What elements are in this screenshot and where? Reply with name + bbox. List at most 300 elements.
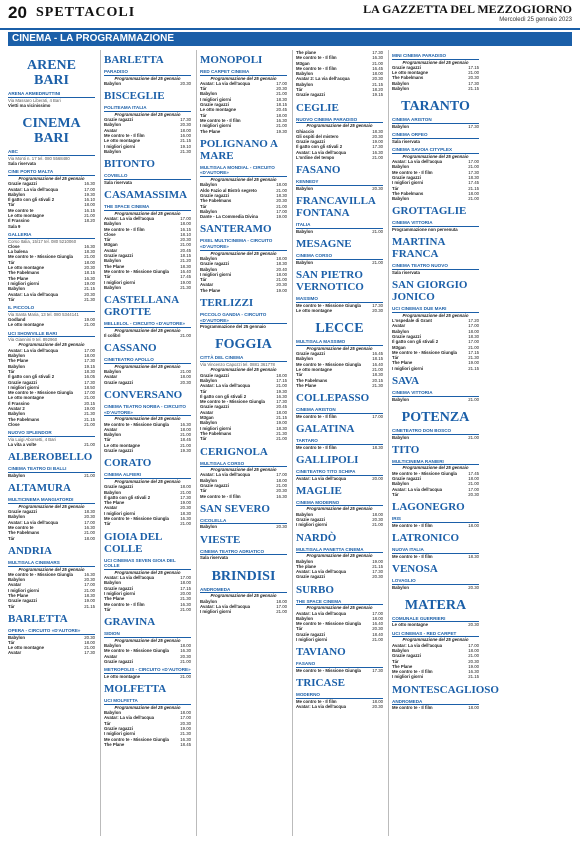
film-title: Avatar: La via dell'acqua [104,215,155,221]
film-title: I migliori giorni [8,587,40,593]
film-title: Avatar: La via dell'acqua [296,704,347,710]
city-heading: TERLIZZI [200,296,254,309]
film-title: Babylon [296,185,313,191]
city-heading: FRANCAVILLA FONTANA [296,195,376,220]
showtime: 17.20 [468,318,479,324]
showtime: 21.20 [180,258,191,264]
showtime: 21.00 [372,228,383,234]
cinema-name: CINEMA ALFIERI [104,472,191,479]
showtime: 21.15 [468,185,479,191]
showtime-row [8,161,95,166]
city-heading: GALLIPOLI [296,453,359,466]
showtime: 17.15 [276,377,287,383]
cinema-name: ITALIA [296,222,383,229]
showtime: 18.15 [276,102,287,108]
showtime: 16.05 [84,374,95,380]
film-title: Sala riservata [8,161,36,167]
showtime: 21.00 [372,60,383,66]
programme-date: Programmazione del 25 gennaio [402,59,469,65]
film-title: Le otto montagne [200,107,237,113]
film-title: Programmazione del 25 gennaio [200,324,266,330]
showtime: 21.00 [180,658,191,664]
cinema-name: IL PICCOLO [8,305,95,312]
film-title: Grazie ragazzi [296,139,325,145]
showtime-row [392,397,479,402]
showtime: 21.15 [468,674,479,680]
cinema-name: TARTARO [296,438,383,445]
film-title: I migliori giorni [392,180,424,186]
film-title: Grazie ragazzi [8,598,37,604]
showtime-row [104,180,191,185]
showtime: 18.20 [84,218,95,224]
cinema-name: UCI CINEMAS - RED CARPET [392,631,479,638]
showtime: 20.45 [276,404,287,410]
film-title: The Plane [392,360,413,366]
showtime: 17.00 [276,80,287,86]
showtime: 16.40 [180,268,191,274]
film-title: Avatar [392,323,406,329]
showtime: 18.00 [180,426,191,432]
film-title: I migliori giorni [392,674,424,680]
film-title: The Fabelmans [8,530,40,536]
film-title: Le otto montagne [392,622,429,628]
cinema-name: CINEMA MODERNO [296,500,383,507]
listing-column-2 [104,50,191,836]
showtime: 20.30 [84,514,95,520]
showtime-row [200,214,287,219]
film-title: Babylon [104,432,121,438]
showtime-row [296,476,383,481]
showtime: 16.10 [84,197,95,203]
cinema-name: ANDROMEDA [200,587,287,594]
film-title: Babylon [200,266,217,272]
showtime: 17.30 [84,650,95,656]
film-title: Close [8,243,20,249]
film-title: Tár [296,626,303,632]
showtime: 21.00 [180,521,191,527]
film-title: Le otto montagne [392,70,429,76]
showtime: 19.00 [180,279,191,285]
programme-date: Programmazione del 25 gennaio [306,553,373,559]
showtime: 19.00 [276,214,287,220]
showtime: 20.30 [276,488,287,494]
film-title: Le otto montagne [8,322,45,328]
film-title: Tár [200,203,207,209]
film-title: The Plane [200,287,221,293]
film-title: Babylon [8,473,25,478]
city-heading: GIOIA DEL COLLE [104,530,162,555]
showtime: 20.30 [468,658,479,664]
city-heading: ARENE BARI [26,58,76,88]
film-title: Avatar: La via dell'acqua [296,475,347,481]
film-title: Grazie ragazzi [296,574,325,580]
cinema-address: Via Vincenzo Capozzi tel. 0881 361778 [200,362,275,368]
film-title: Babylon [296,81,313,87]
showtime: 21.00 [84,645,95,651]
showtime: 19.30 [180,448,191,454]
city-heading: SURBO [296,583,334,596]
showtime: 21.00 [180,606,191,612]
showtime-row [296,92,383,97]
film-title: Avatar: La via dell'acqua [296,610,347,616]
film-title: Grazie ragazzi [392,653,421,659]
film-title: Me contro te - Il film [296,65,337,71]
city-heading: MESAGNE [296,238,352,251]
showtime: 20.30 [84,577,95,583]
showtime: 19.00 [180,500,191,506]
cinema-name: ABC [8,149,95,156]
film-title: I migliori giorni [104,590,136,596]
city-heading: LATRONICO [392,532,460,545]
showtime-row [392,139,479,144]
showtime: 18.30 [468,553,479,559]
film-title: Me contro te - Il film [392,553,433,559]
film-title: I migliori giorni [104,279,136,285]
film-title: Babylon [8,286,25,292]
film-title: Babylon [8,634,25,640]
showtime-row [296,574,383,579]
cinema-name: MULTISALA CINEMARS [8,560,95,567]
film-title: Babylon [8,514,25,520]
showtime: 16.30 [84,571,95,577]
film-title: Sala riservata [200,555,228,561]
showtime-row [296,522,383,527]
showtime: 20.45 [276,107,287,113]
city-heading: TAVIANO [296,646,346,659]
showtime-row [296,155,383,160]
film-title: Babylon [104,122,121,128]
cinema-name: CINEMA TEATRO DI BALLI [8,466,95,473]
film-title: Me contro te - Il film [104,226,145,232]
city-heading: POLIGNANO A MARE [200,137,278,162]
showtime: 17.15 [468,64,479,70]
film-title: Babylon [296,71,313,77]
showtime: 17.30 [468,169,479,175]
showtime-row [296,260,383,265]
cinema-name: CINEMA ARISTON [296,407,383,414]
film-title: Close [104,231,116,237]
programme-date: Programmazione del 25 gennaio [210,177,277,183]
film-title: Me contro te - Il film [392,169,433,175]
film-title: Le otto montagne [104,442,141,448]
showtime: 18.00 [276,409,287,415]
section-title: SPETTACOLI [36,5,136,20]
showtime: 21.00 [84,322,95,328]
film-title: The Plane [8,275,29,281]
film-title: Tár [296,372,303,378]
film-title: Babylon [8,363,25,369]
film-title: Babylon [392,481,409,487]
film-title: Tár [104,274,111,280]
cinema-name: MINI CINEMA PARADISO [392,53,479,60]
showtime: 21.00 [84,395,95,401]
showtime: 16.30 [84,275,95,281]
film-title: Sala riservata [392,138,420,144]
showtime: 17.00 [84,582,95,588]
city-heading: BISCEGLIE [104,90,165,103]
film-title: The Fabelmans [296,377,328,383]
showtime: 21.00 [276,277,287,283]
page-number: 20 [8,3,27,22]
programme-date: Programmazione del 25 gennaio [402,312,469,318]
film-title: La vita a volte [8,442,37,448]
showtime: 16.40 [372,621,383,627]
film-title: Me contro te - Missione Giungla [8,571,73,577]
film-title: The Plane [104,596,125,602]
film-title: Le otto montagne [296,366,333,372]
showtime: 19.00 [84,316,95,322]
showtime: 21.00 [372,637,383,643]
film-title: Avatar [104,127,118,133]
film-title: Grazie ragazzi [296,631,325,637]
city-heading: GROTTAGLIE [392,205,467,218]
cinema-address: Via Monti n. 17 tel. 080 5568480 [8,155,70,161]
film-title: I migliori giorni [104,731,136,737]
city-heading: CORATO [104,457,152,470]
cinema-address: Via Massaro Liberati, 4 Bari [8,97,61,103]
showtime: 20.30 [372,574,383,580]
film-title: Babylon [8,353,25,359]
showtime: 21.00 [468,396,479,402]
showtime: 20.30 [372,626,383,632]
cinema-name: THE SPACE CINEMA [104,204,191,211]
film-title: Il colibrì [104,332,121,338]
film-title: Tár [8,603,15,609]
programme-date: Programmazione del 25 gennaio [114,111,181,117]
film-title: Grazie ragazzi [200,102,229,108]
showtime: 21.00 [180,673,191,679]
city-heading: SAN GIORGIO JONICO [392,279,468,304]
showtime: 19.30 [276,388,287,394]
showtime: 19.00 [84,406,95,412]
showtime: 20.30 [276,198,287,204]
showtime: 21.00 [180,432,191,438]
showtime: 17.30 [372,569,383,575]
showtime: 20.30 [180,379,191,385]
film-title: Babylon [296,615,313,621]
city-heading: CEGLIE [296,101,339,114]
film-title: I migliori giorni [200,271,232,277]
film-title: I migliori giorni [392,365,424,371]
cinema-name: UCI CINEMAS SEVEN GIOIA DEL COLLE [104,558,191,570]
showtime: 19.00 [468,663,479,669]
showtime: 21.00 [84,254,95,260]
showtime: 19.00 [468,360,479,366]
showtime-row [392,270,479,275]
showtime: 18.00 [276,255,287,261]
showtime: 18.40 [372,631,383,637]
film-title: The Fabelmans [8,416,40,422]
film-title: Dante - La Commedia Divina [200,214,259,220]
film-title: Me contro te - Missione Giungla [296,302,361,308]
showtime: 16.30 [180,601,191,607]
showtime-row [296,308,383,313]
programme-date: Programmazione del 25 gennaio [114,327,181,333]
showtime-row [200,555,287,560]
film-title: Grazie ragazzi [392,174,421,180]
showtime: 19.00 [180,725,191,731]
cinema-name: FASANO [296,661,383,668]
showtime: 20.30 [180,720,191,726]
film-title: Babylon [392,164,409,170]
showtime-row [296,186,383,191]
showtime: 20.30 [84,634,95,640]
showtime: 21.00 [180,332,191,338]
showtime: 21.15 [84,416,95,422]
showtime-row [104,149,191,154]
showtime: 21.30 [372,382,383,388]
film-title: Me contro te - Il film [296,698,337,704]
film-title: Tár [8,535,15,541]
showtime: 21.00 [468,653,479,659]
film-title: Babylon [200,182,217,188]
film-title: Babylon [104,369,121,375]
showtime: 21.00 [276,91,287,97]
city-heading: MATERA [404,597,467,613]
showtime: 21.30 [180,731,191,737]
cinema-name: CINEMA SAVOIA CITYPLEX [392,147,479,154]
showtime-row [392,366,479,371]
film-title: Babylon [392,86,409,92]
city-heading: CASTELLANA GROTTE [104,294,179,319]
film-title: Avatar: La via dell'acqua [200,472,251,478]
film-title: Le otto montagne [296,307,333,313]
cinema-name: CICOLELLA [200,518,287,525]
programme-date: Programmazione del 25 gennaio [402,153,469,159]
film-title: M3gan [296,60,310,66]
showtime-row [296,704,383,709]
film-title: Avatar: La via dell'acqua [296,569,347,575]
film-title: Avatar: La via dell'acqua [8,347,59,353]
showtime: 17.00 [84,390,95,396]
film-title: Avatar: La via dell'acqua [8,291,59,297]
showtime-row [392,124,479,129]
film-title: Me contro te - Il film [104,601,145,607]
film-title: Vietti ma vicinissimo [8,102,51,108]
cinema-name: KENNEDY [296,179,383,186]
section-banner: CINEMA - LA PROGRAMMAZIONE [8,32,572,46]
showtime-row [104,521,191,526]
film-title: Aldo Fazio al Bistrò segreto [200,187,257,193]
cinema-name: MULTISALA MONDIAL - CIRCUITO «D'AUTORE» [200,165,287,177]
film-title: Grazie ragazzi [296,92,325,98]
showtime: 20.00 [180,590,191,596]
showtime: 19.00 [84,280,95,286]
showtime-row [104,285,191,290]
film-title: Tár [104,437,111,443]
film-title: Le otto montagne [8,645,45,651]
city-heading: BITONTO [104,158,155,171]
film-title: Babylon [104,258,121,264]
city-heading: FOGGIA [215,337,272,353]
showtime: 18.30 [276,96,287,102]
showtime: 21.15 [468,86,479,92]
cinema-name: CINEMA TEATRO ADRIATICO [200,549,287,556]
showtime: 20.00 [372,475,383,481]
showtime: 20.15 [84,400,95,406]
showtime-row [392,705,479,710]
showtime: 21.00 [84,442,95,448]
showtime: 18.00 [84,535,95,541]
showtime: 20.30 [372,517,383,523]
showtime: 21.00 [276,187,287,193]
film-title: Avatar [8,582,22,588]
showtime: 20.30 [276,524,287,530]
showtime-row [392,622,479,627]
city-heading: CASAMASSIMA [104,189,188,202]
showtime-row [200,324,287,329]
showtime: 16.15 [84,207,95,213]
film-title: Avatar: La via dell'acqua [104,715,155,721]
showtime: 16.30 [180,421,191,427]
showtime: 21.00 [276,436,287,442]
showtime: 19.00 [276,287,287,293]
showtime: 20.30 [180,80,191,86]
cinema-name: CINEMA ARISTON [392,117,479,124]
film-title: Grazie ragazzi [104,379,133,385]
city-heading: TRICASE [296,677,345,690]
showtime: 18.30 [276,261,287,267]
film-title: Avatar: La via dell'acqua [200,80,251,86]
showtime: 18.30 [84,593,95,599]
showtime-row [296,383,383,388]
showtime-row [104,674,191,679]
cinema-name: PARADISO [104,69,191,76]
film-title: Avatar [200,409,214,415]
showtime: 17.45 [468,470,479,476]
showtime: 18.45 [180,437,191,443]
showtime: 21.15 [180,138,191,144]
city-heading: BRINDISI [211,568,276,584]
showtime: 18.50 [84,384,95,390]
showtime: 18.00 [180,580,191,586]
showtime: 21.00 [84,530,95,536]
film-title: Babylon [104,221,121,227]
cinema-name: METROPOLIS - CIRCUITO «D'AUTORE» [104,667,191,673]
showtime-row [104,607,191,612]
showtime-row [8,536,95,541]
showtime: 20.30 [468,622,479,628]
film-title: Avatar [104,247,118,253]
showtime: 18.00 [372,511,383,517]
film-title: Tár [104,521,111,527]
cinema-name: CINEMA ORFEO [392,132,479,139]
showtime: 21.00 [180,242,191,248]
cinema-name: OPERA - CIRCUITO «D'AUTORE» [8,628,95,635]
programme-date: Programmazione del 25 gennaio [114,210,181,216]
film-title: Grazie ragazzi [200,483,229,488]
showtime: 18.00 [180,374,191,380]
programme-date: Programmazione del 25 gennaio [210,250,277,256]
showtime: 16.30 [180,516,191,521]
cinema-name: CINEMA VITTORIA [392,390,479,397]
showtime: 18.15 [84,270,95,276]
film-title: Avatar [200,282,214,288]
showtime: 17.00 [372,413,383,419]
cinema-address: Via Giannini 9 tel. 892960 [8,337,58,343]
programme-date: Programmazione del 25 gennaio [210,467,277,473]
showtime-row [200,288,287,293]
showtime: 18.00 [468,328,479,334]
cinema-name: MELLELOL - CIRCUITO «D'AUTORE» [104,321,191,328]
film-title: The Plane [104,263,125,269]
film-title: Il gatto con gli stivali 2 [8,374,55,380]
showtime: 18.00 [276,112,287,118]
programme-date: Programmazione del 25 gennaio [114,569,181,575]
showtime: 20.30 [372,307,383,313]
film-title: M3gan [392,344,406,350]
cinema-name: SIDION [104,631,191,638]
